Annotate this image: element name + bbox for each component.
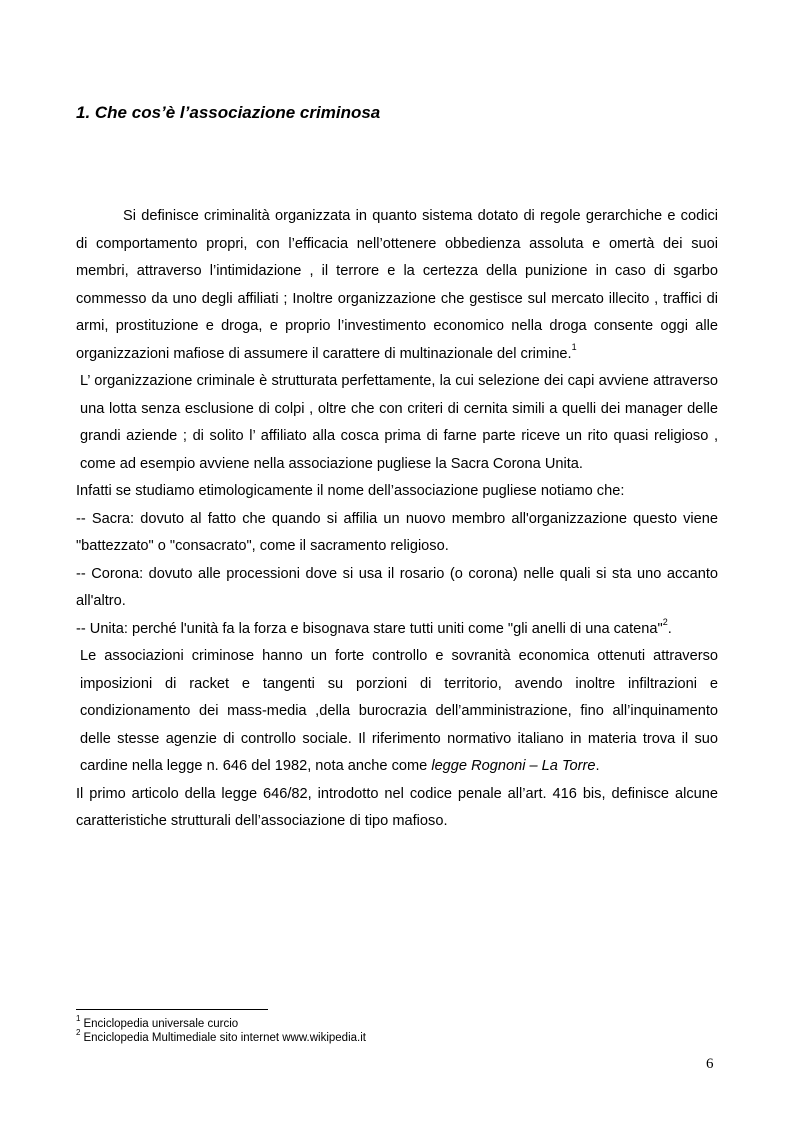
paragraph-3: Infatti se studiamo etimologicamente il nome dell’associazione pugliese notiamo che: — [76, 483, 625, 499]
footnote-1-number: 1 — [76, 1014, 81, 1024]
paragraph-6-end: . — [667, 620, 672, 637]
paragraph-7 — [76, 643, 718, 781]
footnote-ref-1: 1 — [571, 341, 577, 352]
paragraph-8: Il primo articolo della legge 646/82, introdotto nel codice penale all’art. 416 bis, definisce alcune caratteristiche strutturali dell’associazione di tipo mafioso. — [76, 785, 718, 829]
paragraph-5: -- Corona: dovuto alle processioni dove si usa il rosario (o corona) nelle quali si sta uno accanto all'altro. — [76, 565, 718, 609]
body-text — [76, 203, 718, 836]
paragraph-1 — [76, 203, 718, 368]
footnote-separator — [76, 1009, 268, 1010]
footnote-1-text: Enciclopedia universale curcio — [83, 1018, 239, 1030]
section-heading: 1. Che cos’è l’associazione criminosa — [76, 103, 381, 122]
paragraph-6 — [76, 616, 718, 644]
paragraph-7-end: . — [595, 758, 600, 774]
footnote-2-text: Enciclopedia Multimediale sito internet www.wikipedia.it — [83, 1032, 366, 1044]
footnotes — [76, 1014, 366, 1045]
paragraph-4: -- Sacra: dovuto al fatto che quando si affilia un nuovo membro all'organizzazione questo viene "battezzato" o "consacrato", come il sacramento religioso. — [76, 510, 718, 554]
page-number: 6 — [706, 1056, 714, 1072]
paragraph-7-text: Le associazioni criminose hanno un forte controllo e sovranità economica ottenuti attraverso imposizioni di racket e tangenti su porzioni di territorio, avendo inoltre infiltrazioni e condizionamento dei mass-media ,della burocrazia dell’amministrazione, fino all’inquinamento delle stesse agenzie di controllo sociale. Il riferimento normativo italiano in materia trova il suo cardine nella legge n. 646 del 1982, nota anche come — [80, 648, 718, 774]
footnote-ref-2: 2 — [662, 616, 668, 627]
paragraph-2: L’ organizzazione criminale è strutturata perfettamente, la cui selezione dei capi avviene attraverso una lotta senza esclusione di colpi , oltre che con criteri di cernita simili a quelli dei manager delle grandi aziende ; di solito l’ affiliato alla cosca prima di farne parte riceve un rito quasi religioso , come ad esempio avviene nella associazione pugliese la Sacra Corona Unita. — [80, 373, 718, 472]
footnote-2-number: 2 — [76, 1028, 81, 1038]
footnote-1 — [76, 1014, 366, 1031]
footnote-2 — [76, 1028, 366, 1045]
paragraph-1-text: Si definisce criminalità organizzata in quanto sistema dotato di regole gerarchiche e codici di comportamento propri, con l’efficacia nell’ottenere obbedienza assoluta e omertà dei suoi membri, attraverso l’intimidazione , il terrore e la certezza della punizione in caso di sgarbo commesso da uno degli affiliati ; Inoltre organizzazione che gestisce sul mercato illecito , traffici di armi, prostituzione e droga, e proprio l’investimento economico nella droga consente oggi alle organizzazioni mafiose di assumere il carattere di multinazionale del crimine. — [76, 208, 718, 362]
paragraph-6-text: -- Unita: perché l'unità fa la forza e bisognava stare tutti uniti come "gli anelli di una catena" — [76, 620, 663, 637]
law-name: legge Rognoni – La Torre — [431, 758, 596, 774]
